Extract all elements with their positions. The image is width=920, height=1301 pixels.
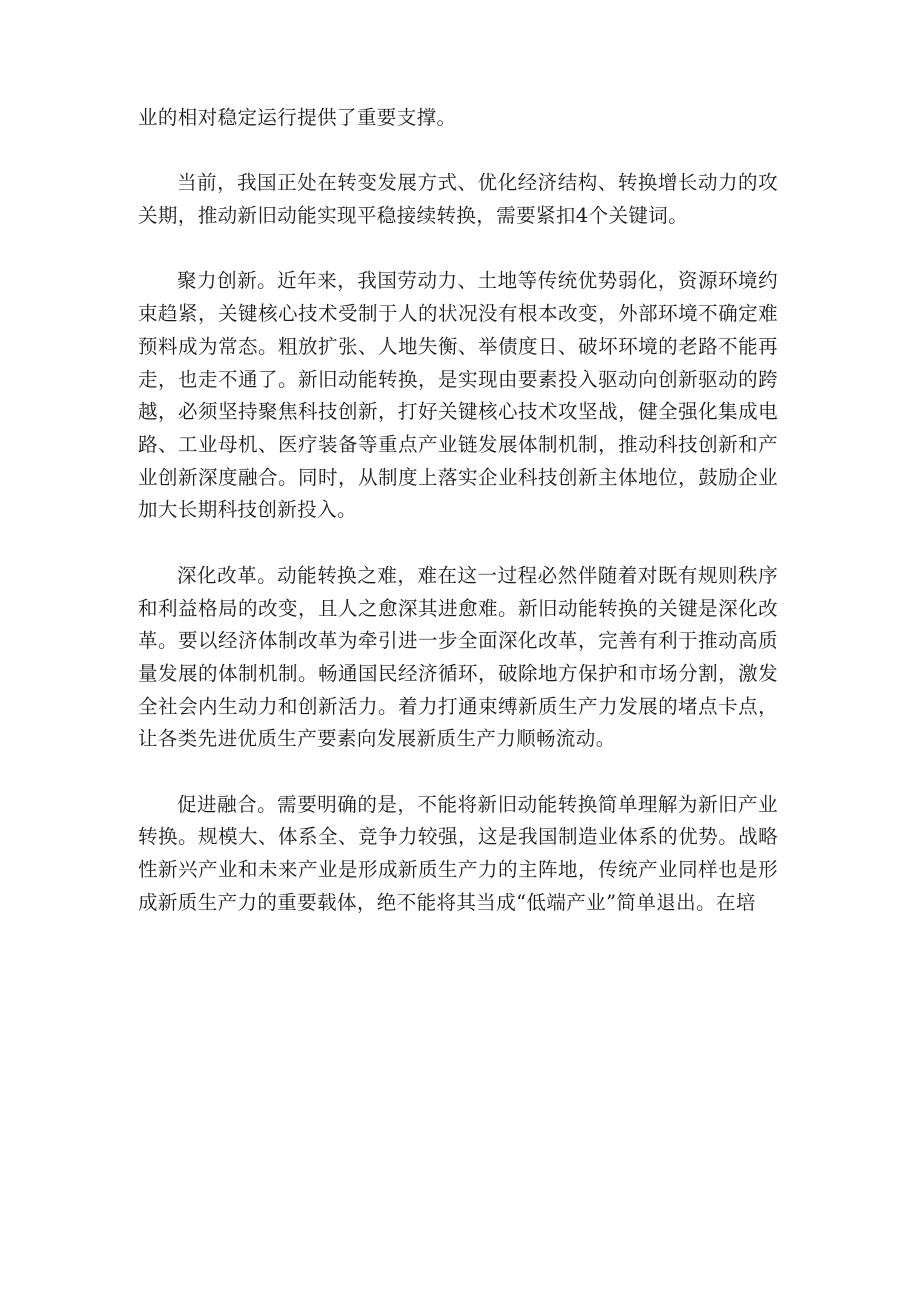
- paragraph-innovation: 聚力创新。近年来，我国劳动力、土地等传统优势弱化，资源环境约束趋紧，关键核心技术受制于人的状况没有根本改变，外部环境不确定难预料成为常态。粗放扩张、人地失衡、举债度日、破坏环境的老路不能再走，也走不通了。新旧动能转换，是实现由要素投入驱动向创新驱动的跨越，必须坚持聚焦科技创新，打好关键核心技术攻坚战，健全强化集成电路、工业母机、医疗装备等重点产业链发展体制机制，推动科技创新和产业创新深度融合。同时，从制度上落实企业科技创新主体地位，鼓励企业加大长期科技创新投入。: [138, 269, 778, 522]
- paragraph-intro: 当前，我国正处在转变发展方式、优化经济结构、转换增长动力的攻关期，推动新旧动能实现平稳接续转换，需要紧扣4个关键词。: [138, 171, 778, 228]
- paragraph-reform: 深化改革。动能转换之难，难在这一过程必然伴随着对既有规则秩序和利益格局的改变，且人之愈深其进愈难。新旧动能转换的关键是深化改革。要以经济体制改革为牵引进一步全面深化改革，完善有利于推动高质量发展的体制机制。畅通国民经济循环，破除地方保护和市场分割，激发全社会内生动力和创新活力。着力打通束缚新质生产力发展的堵点卡点，让各类先进优质生产要素向发展新质生产力顺畅流动。: [138, 563, 778, 751]
- paragraph-integration: 促进融合。需要明确的是，不能将新旧动能转换简单理解为新旧产业转换。规模大、体系全、竞争力较强，这是我国制造业体系的优势。战略性新兴产业和未来产业是形成新质生产力的主阵地，传统产业同样也是形成新质生产力的重要载体，绝不能将其当成“低端产业”简单退出。在培: [138, 792, 778, 914]
- article-body: [138, 102, 778, 952]
- paragraph-continuation: 业的相对稳定运行提供了重要支撑。: [138, 106, 457, 129]
